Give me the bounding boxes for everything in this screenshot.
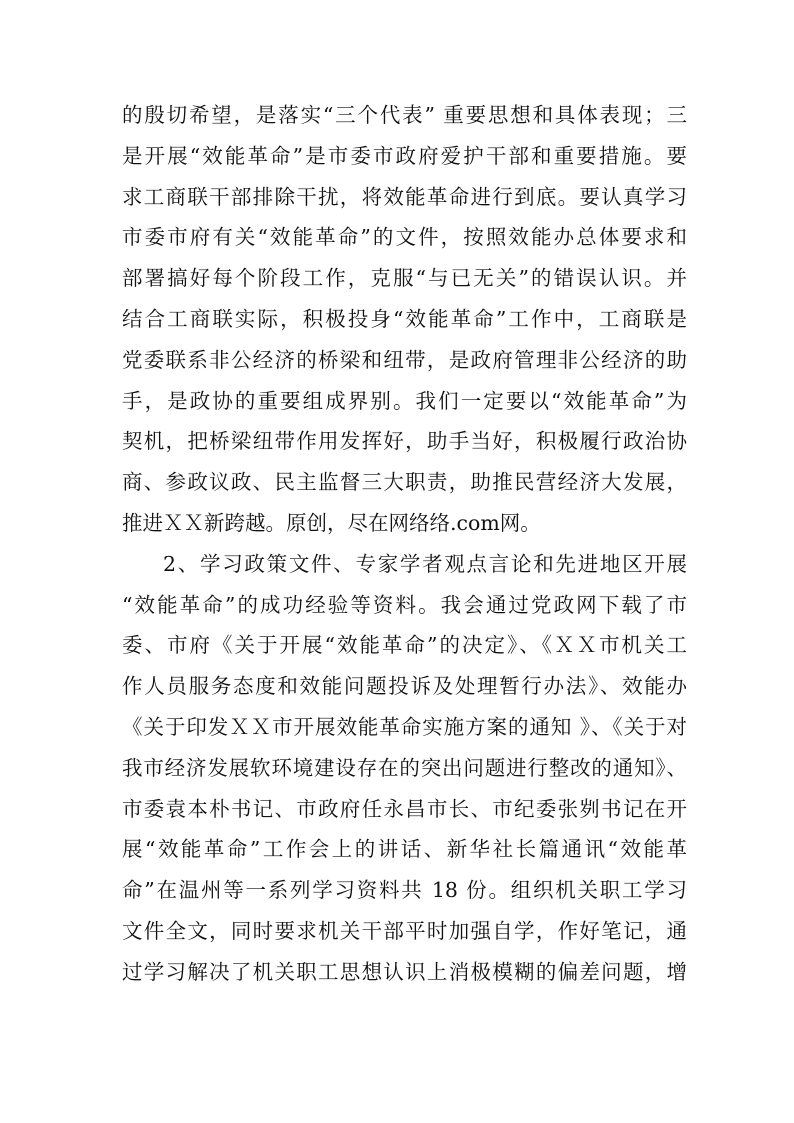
- text-line: 市委袁本朴书记、市政府任永昌市长、市纪委张刿书记在开: [122, 796, 687, 821]
- text-line: 市委市府有关“效能革命”的文件，按照效能办总体要求和: [122, 225, 687, 250]
- text-line: 委、市府《关于开展“效能革命”的决定》、《ＸＸ市机关工: [122, 633, 687, 658]
- text-line: 的殷切希望，是落实“三个代表” 重要思想和具体表现；三: [122, 103, 687, 127]
- text-line: 党委联系非公经济的桥梁和纽带，是政府管理非公经济的助: [122, 347, 687, 372]
- text-line: “效能革命”的成功经验等资料。我会通过党政网下载了市: [122, 592, 687, 617]
- text-line-paragraph-end: 推进ＸＸ新跨越。原创，尽在网络络.com网。: [122, 510, 541, 535]
- text-line: 作人员服务态度和效能问题投诉及处理暂行办法》、效能办: [122, 674, 687, 699]
- text-line: 过学习解决了机关职工思想认识上消极模糊的偏差问题，增: [122, 959, 687, 984]
- text-line: 手，是政协的重要组成界别。我们一定要以“效能革命”为: [122, 388, 687, 413]
- text-line: 《关于印发ＸＸ市开展效能革命实施方案的通知 》、《关于对: [122, 714, 687, 739]
- text-line: 结合工商联实际，积极投身“效能革命”工作中，工商联是: [122, 306, 687, 331]
- text-line: 商、参政议政、民主监督三大职责，助推民营经济大发展，: [122, 470, 687, 495]
- text-line: 求工商联干部排除干扰，将效能革命进行到底。要认真学习: [122, 184, 687, 209]
- text-line: 文件全文，同时要求机关干部平时加强自学，作好笔记，通: [122, 918, 687, 943]
- text-line-paragraph-start: 2、学习政策文件、专家学者观点言论和先进地区开展: [163, 551, 687, 576]
- text-line: 命”在温州等一系列学习资料共 18 份。组织机关职工学习: [122, 878, 687, 903]
- text-line: 契机，把桥梁纽带作用发挥好，助手当好，积极履行政治协: [122, 429, 687, 454]
- text-line: 部署搞好每个阶段工作，克服“与已无关”的错误认识。并: [122, 266, 687, 291]
- text-line: 展“效能革命”工作会上的讲话、新华社长篇通讯“效能革: [122, 837, 687, 862]
- body-text: [122, 95, 687, 993]
- text-line: 是开展“效能革命”是市委市政府爱护干部和重要措施。要: [122, 143, 687, 168]
- text-line: 我市经济发展软环境建设存在的突出问题进行整改的通知》、: [122, 755, 687, 780]
